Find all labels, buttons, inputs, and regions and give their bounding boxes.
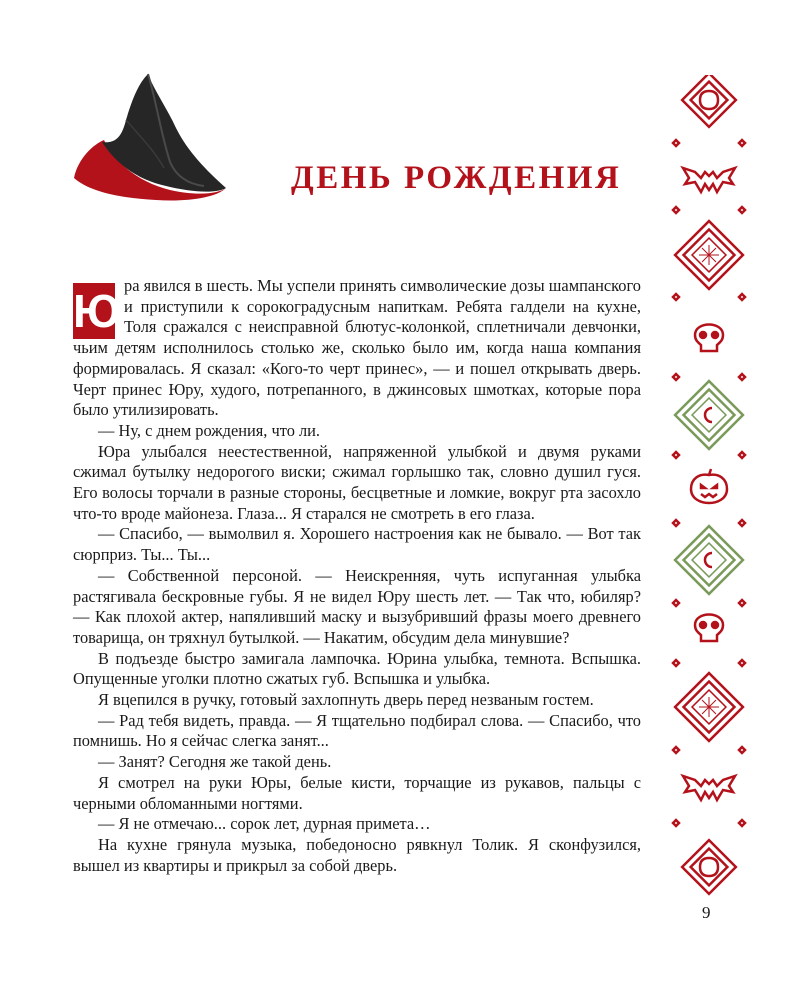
paragraph: — Ну, с днем рождения, что ли. <box>98 420 321 440</box>
skull-icon <box>695 325 723 352</box>
paragraph: — Я не отмечаю... сорок лет, дурная примета… <box>98 814 431 834</box>
chapter-title: ДЕНЬ РОЖДЕНИЯ <box>291 160 622 196</box>
sparkle-icon <box>673 660 745 666</box>
sparkle-icon <box>673 207 745 213</box>
sparkle-icon <box>673 140 745 146</box>
bat-icon <box>683 776 735 800</box>
paragraph: Я вцепился в ручку, готовый захлопнуть дверь перед незваным гостем. <box>98 690 594 710</box>
spiderweb-diamond-icon <box>675 673 743 741</box>
witch-hat-icon <box>68 70 228 205</box>
paragraph: — Занят? Сегодня же такой день. <box>98 752 332 772</box>
diamond-flower-icon <box>682 75 736 127</box>
moon-diamond-icon <box>675 526 743 594</box>
paragraph: На кухне грянула музыка, победоносно рявкнул Толик. Я сконфузился, вышел из квартиры и прикрыл за собой дверь. <box>73 834 641 875</box>
sparkle-icon <box>673 600 745 606</box>
ornament-sidebar <box>665 75 753 905</box>
paragraph: — Спасибо, — вымолвил я. Хорошего настроения как не бывало. — Вот так сюрприз. Ты... Ты... <box>73 524 641 565</box>
first-paragraph-text: ра явился в шесть. Мы успели принять символические дозы шампанского и приступили к сорокоградусным напиткам. Ребята галдели на кухне, Толя сражался с неисправной блютус-колонкой, сплетничали девчонки, чьим детям исполнилось столько же, сколько было им, когда наша компания формировалась. Я сказал: «Кого-то черт принес», — и пошел открывать дверь. Черт принес Юру, худого, потрепанного, в джинсовых шмотках, которые пора было утилизировать. <box>73 276 641 420</box>
drop-cap: Ю <box>73 285 118 337</box>
paragraph: — Собственной персоной. — Неискренняя, чуть испуганная улыбка растягивала бескровные губы. Я не видел Юру шесть лет. — Так что, юбиляр? — Как плохой актер, напяливший маску и вызубривший фразы моего древнего товарища, он тряхнул бутылкой. — Накатим, обсудим дела минувшие? <box>73 565 641 647</box>
paragraph: Я смотрел на руки Юры, белые кисти, торчащие из рукавов, пальцы с черными обломанными ногтями. <box>73 772 641 813</box>
body-text <box>73 276 641 876</box>
diamond-flower-icon <box>682 840 736 894</box>
paragraph: В подъезде быстро замигала лампочка. Юрина улыбка, темнота. Вспышка. Опущенные уголки плотно сжатых губ. Вспышка и улыбка. <box>73 648 641 689</box>
paragraph: — Рад тебя видеть, правда. — Я тщательно подбирал слова. — Спасибо, что помнишь. Но я сейчас слегка занят... <box>73 710 641 751</box>
sparkle-icon <box>673 820 745 826</box>
spiderweb-diamond-icon <box>675 221 743 289</box>
page-number: 9 <box>702 903 711 922</box>
sparkle-icon <box>673 452 745 458</box>
sparkle-icon <box>673 747 745 753</box>
bat-icon <box>683 168 735 192</box>
pumpkin-icon <box>691 469 727 503</box>
sparkle-icon <box>673 294 745 300</box>
skull-icon <box>695 615 723 642</box>
moon-diamond-icon <box>675 381 743 449</box>
sparkle-icon <box>673 374 745 380</box>
paragraph: Юра улыбался неестественной, напряженной улыбкой и двумя руками сжимал бутылку недорогого виски; сжимал горлышко так, словно душил гуся. Его волосы торчали в разные стороны, бесцветные и ломкие, вокруг рта засохло что-то вроде майонеза. Глаза... Я старался не смотреть в его глаза. <box>73 441 641 523</box>
first-paragraph <box>73 276 641 421</box>
